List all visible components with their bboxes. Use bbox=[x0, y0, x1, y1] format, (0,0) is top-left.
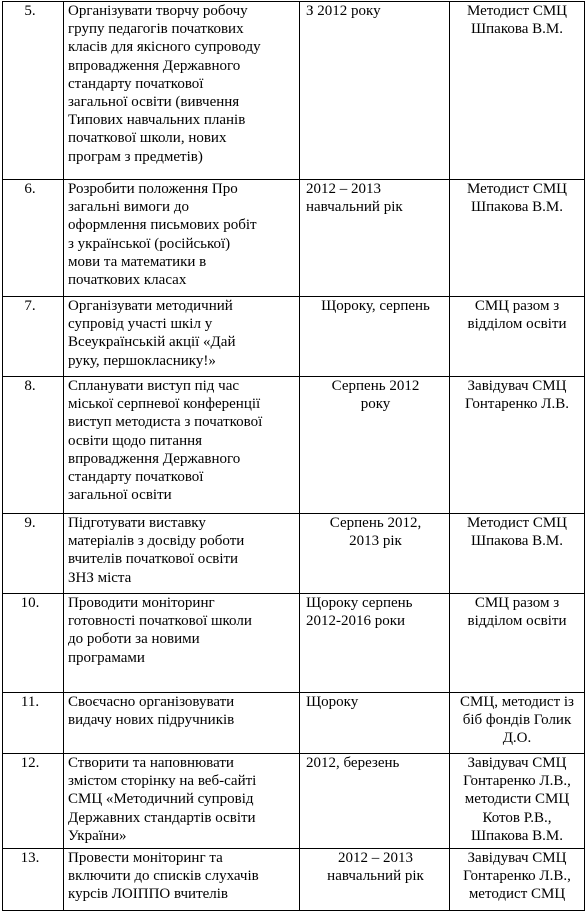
term-cell-line: Щороку bbox=[306, 694, 359, 710]
task-cell bbox=[64, 594, 300, 693]
row-number: 6. bbox=[24, 181, 36, 197]
row-number-cell bbox=[3, 594, 64, 693]
table-row bbox=[3, 514, 585, 594]
responsible-cell-line: СМЦ разом з bbox=[474, 298, 560, 314]
term-cell bbox=[300, 2, 450, 180]
responsible-cell-line: Методист СМЦ bbox=[466, 181, 568, 197]
row-number-cell bbox=[3, 514, 64, 594]
task-cell bbox=[64, 180, 300, 297]
term-cell-line: З 2012 року bbox=[306, 3, 381, 19]
task-cell-line: Всеукраїнській акції «Дай bbox=[68, 334, 236, 351]
task-cell-line: Державних стандартів освіти bbox=[68, 809, 256, 826]
task-cell-line: Створити та наповнювати bbox=[68, 755, 234, 771]
table-row bbox=[3, 754, 585, 849]
row-number-cell bbox=[3, 849, 64, 911]
responsible-cell bbox=[450, 849, 585, 911]
task-cell-line: курсів ЛОІППО вчителів bbox=[68, 886, 229, 903]
responsible-cell-line: Завідувач СМЦ bbox=[467, 755, 567, 771]
task-cell-line: Організувати творчу робочу bbox=[68, 3, 248, 19]
term-cell-line: 2013 рік bbox=[349, 533, 402, 550]
responsible-cell-line: Шпакова В.М. bbox=[471, 827, 563, 844]
task-cell-line: освіти щодо питання bbox=[68, 432, 203, 449]
activity-plan-table bbox=[2, 1, 585, 911]
task-cell-line: з української (російської) bbox=[68, 235, 231, 252]
task-cell-line: початкових класах bbox=[68, 272, 187, 289]
term-cell bbox=[300, 377, 450, 514]
term-cell-line: Щороку, серпень bbox=[321, 298, 430, 314]
row-number-cell bbox=[3, 297, 64, 377]
responsible-cell bbox=[450, 594, 585, 693]
term-cell bbox=[300, 754, 450, 849]
task-cell-line: Розробити положення Про bbox=[68, 181, 238, 197]
task-cell-line: Підготувати виставку bbox=[68, 515, 206, 531]
term-cell-line: Серпень 2012, bbox=[329, 515, 422, 531]
responsible-cell-line: Котов Р.В., bbox=[482, 809, 552, 826]
responsible-cell bbox=[450, 377, 585, 514]
table-row bbox=[3, 849, 585, 911]
row-number: 12. bbox=[20, 755, 40, 771]
task-cell-line: стандарту початкової bbox=[68, 469, 204, 486]
row-number-cell bbox=[3, 377, 64, 514]
responsible-cell-line: Д.О. bbox=[502, 730, 532, 747]
row-number: 7. bbox=[24, 298, 36, 314]
term-cell-line: 2012 – 2013 bbox=[306, 181, 381, 197]
task-cell-line: виступ методиста з початкової bbox=[68, 414, 263, 431]
task-cell-line: супровід участі шкіл у bbox=[68, 316, 213, 333]
task-cell-line: видачу нових підручників bbox=[68, 712, 235, 729]
row-number: 13. bbox=[20, 850, 40, 866]
task-cell-line: ЗНЗ міста bbox=[68, 569, 132, 586]
responsible-cell-line: відділом освіти bbox=[467, 316, 567, 333]
task-cell-line: до роботи за новими bbox=[68, 631, 200, 648]
task-cell bbox=[64, 2, 300, 180]
term-cell bbox=[300, 693, 450, 754]
task-cell-line: міської серпневої конференції bbox=[68, 396, 261, 413]
responsible-cell-line: Шпакова В.М. bbox=[471, 199, 563, 216]
term-cell bbox=[300, 594, 450, 693]
term-cell-line: навчальний рік bbox=[306, 199, 403, 216]
responsible-cell-line: СМЦ разом з bbox=[474, 595, 560, 611]
task-cell-line: мови та математики в bbox=[68, 253, 207, 270]
task-cell-line: програм з предметів) bbox=[68, 148, 203, 165]
term-cell bbox=[300, 297, 450, 377]
responsible-cell-line: Гонтаренко Л.В., bbox=[463, 773, 571, 790]
responsible-cell bbox=[450, 514, 585, 594]
responsible-cell-line: Гонтаренко Л.В. bbox=[465, 396, 569, 413]
term-cell bbox=[300, 849, 450, 911]
row-number: 5. bbox=[24, 3, 36, 19]
table-row bbox=[3, 377, 585, 514]
row-number: 9. bbox=[24, 515, 36, 531]
row-number-cell bbox=[3, 754, 64, 849]
row-number: 8. bbox=[24, 378, 36, 394]
responsible-cell-line: Методист СМЦ bbox=[466, 3, 568, 19]
responsible-cell-line: СМЦ, методист із bbox=[460, 694, 574, 710]
responsible-cell-line: Шпакова В.М. bbox=[471, 21, 563, 38]
row-number-cell bbox=[3, 693, 64, 754]
task-cell-line: Проводити моніторинг bbox=[68, 595, 215, 611]
responsible-cell-line: біб фондів Голик bbox=[462, 712, 572, 729]
task-cell-line: програмами bbox=[68, 649, 145, 666]
task-cell-line: змістом сторінку на веб-сайті bbox=[68, 773, 257, 790]
task-cell-line: матеріалів з досвіду роботи bbox=[68, 533, 245, 550]
responsible-cell-line: Гонтаренко Л.В., bbox=[463, 868, 571, 885]
term-cell-line: 2012-2016 роки bbox=[306, 613, 406, 630]
responsible-cell-line: відділом освіти bbox=[467, 613, 567, 630]
task-cell-line: Організувати методичний bbox=[68, 298, 233, 314]
task-cell bbox=[64, 754, 300, 849]
table-row bbox=[3, 297, 585, 377]
term-cell-line: Серпень 2012 bbox=[331, 378, 420, 394]
task-cell bbox=[64, 297, 300, 377]
responsible-cell bbox=[450, 2, 585, 180]
task-cell-line: Типових навчальних планів bbox=[68, 112, 246, 129]
task-cell-line: Своєчасно організовувати bbox=[68, 694, 235, 710]
table-row bbox=[3, 693, 585, 754]
task-cell-line: України» bbox=[68, 827, 127, 844]
task-cell-line: загальні вимоги до bbox=[68, 199, 189, 216]
term-cell bbox=[300, 514, 450, 594]
task-cell-line: руку, першокласнику!» bbox=[68, 352, 216, 369]
task-cell-line: оформлення письмових робіт bbox=[68, 217, 257, 234]
row-number: 10. bbox=[20, 595, 40, 611]
responsible-cell-line: Завідувач СМЦ bbox=[467, 850, 567, 866]
task-cell bbox=[64, 693, 300, 754]
task-cell-line: готовності початкової школи bbox=[68, 613, 252, 630]
responsible-cell bbox=[450, 180, 585, 297]
task-cell-line: Спланувати виступ під час bbox=[68, 378, 240, 394]
table-row bbox=[3, 180, 585, 297]
term-cell-line: Щороку серпень bbox=[306, 595, 413, 611]
term-cell-line: 2012, березень bbox=[306, 755, 400, 771]
responsible-cell-line: Методист СМЦ bbox=[466, 515, 568, 531]
responsible-cell bbox=[450, 754, 585, 849]
task-cell-line: стандарту початкової bbox=[68, 75, 204, 92]
task-cell-line: вчителів початкової освіти bbox=[68, 551, 239, 568]
table-row bbox=[3, 594, 585, 693]
task-cell-line: включити до списків слухачів bbox=[68, 868, 259, 885]
task-cell bbox=[64, 377, 300, 514]
task-cell bbox=[64, 514, 300, 594]
task-cell-line: групу педагогів початкових bbox=[68, 21, 244, 38]
task-cell bbox=[64, 849, 300, 911]
row-number-cell bbox=[3, 180, 64, 297]
task-cell-line: загальної освіти bbox=[68, 487, 172, 504]
term-cell-line: навчальний рік bbox=[327, 868, 424, 885]
term-cell bbox=[300, 180, 450, 297]
responsible-cell-line: Завідувач СМЦ bbox=[467, 378, 567, 394]
responsible-cell-line: Шпакова В.М. bbox=[471, 533, 563, 550]
task-cell-line: впровадження Державного bbox=[68, 450, 241, 467]
task-cell-line: СМЦ «Методичний супровід bbox=[68, 791, 254, 808]
table-row bbox=[3, 2, 585, 180]
responsible-cell bbox=[450, 297, 585, 377]
table-body bbox=[3, 2, 585, 911]
task-cell-line: Провести моніторинг та bbox=[68, 850, 223, 866]
task-cell-line: загальної освіти (вивчення bbox=[68, 94, 240, 111]
responsible-cell bbox=[450, 693, 585, 754]
row-number: 11. bbox=[20, 694, 40, 710]
task-cell-line: впровадження Державного bbox=[68, 57, 241, 74]
task-cell-line: класів для якісного супроводу bbox=[68, 39, 261, 56]
term-cell-line: року bbox=[360, 396, 391, 413]
task-cell-line: початкової школи, нових bbox=[68, 130, 227, 147]
row-number-cell bbox=[3, 2, 64, 180]
responsible-cell-line: методисти СМЦ bbox=[464, 791, 570, 808]
term-cell-line: 2012 – 2013 bbox=[338, 850, 413, 866]
responsible-cell-line: методист СМЦ bbox=[468, 886, 566, 903]
